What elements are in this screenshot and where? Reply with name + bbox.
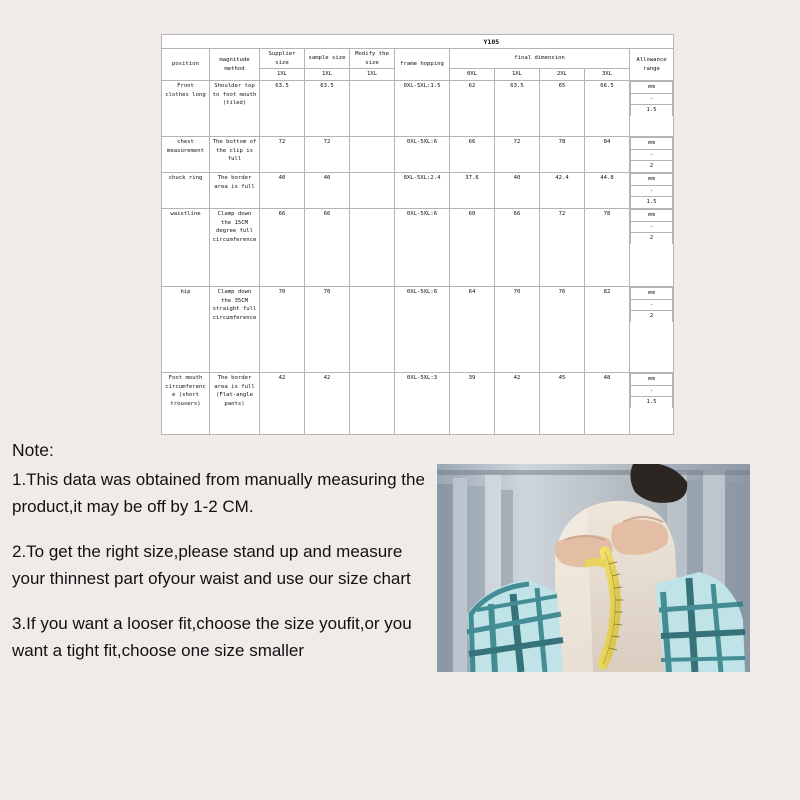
table-row — [162, 209, 674, 287]
allowance-value: 2 — [631, 161, 673, 172]
cell-method: The bottom of the clip is full — [210, 137, 260, 173]
cell-modify-size — [350, 209, 395, 287]
cell-position: Front clothes long — [162, 81, 210, 137]
allowance-value: 1.5 — [631, 105, 673, 116]
subheader-final-1xl: 1XL — [495, 69, 540, 81]
cell-final-3xl: 78 — [585, 209, 630, 287]
cell-final-0xl: 37.6 — [450, 173, 495, 209]
cell-allowance — [630, 209, 674, 287]
cell-sample-size: 40 — [305, 173, 350, 209]
col-header-frame-hopping: frame hopping — [395, 49, 450, 81]
cell-sample-size: 72 — [305, 137, 350, 173]
note-item-3: 3.If you want a looser fit,choose the size youfit,or you want a tight fit,choose one size smaller — [12, 614, 412, 660]
cell-supplier-size: 70 — [260, 287, 305, 373]
allowance-unit: mm — [631, 288, 673, 300]
cell-supplier-size: 72 — [260, 137, 305, 173]
cell-final-0xl: 66 — [450, 137, 495, 173]
cell-final-2xl: 72 — [540, 209, 585, 287]
cell-final-2xl: 42.4 — [540, 173, 585, 209]
cell-frame-hopping: 0XL-5XL:3 — [395, 373, 450, 435]
subheader-final-2xl: 2XL — [540, 69, 585, 81]
cell-frame-hopping: 0XL-5XL:2.4 — [395, 173, 450, 209]
cell-final-1xl: 42 — [495, 373, 540, 435]
subheader-modify-size: 1XL — [350, 69, 395, 81]
col-header-supplier-size: Supplier size — [260, 49, 305, 69]
cell-position: hip — [162, 287, 210, 373]
subheader-supplier-size: 1XL — [260, 69, 305, 81]
cell-method: Clamp down the 15CM degree full circumference — [210, 209, 260, 287]
table-row — [162, 373, 674, 435]
cell-method: The border area is full (Flat-angle pants) — [210, 373, 260, 435]
cell-supplier-size: 42 — [260, 373, 305, 435]
cell-final-1xl: 63.5 — [495, 81, 540, 137]
allowance-unit: mm — [631, 138, 673, 150]
cell-final-3xl: 44.8 — [585, 173, 630, 209]
table-row — [162, 173, 674, 209]
cell-final-0xl: 39 — [450, 373, 495, 435]
cell-modify-size — [350, 137, 395, 173]
cell-final-1xl: 72 — [495, 137, 540, 173]
cell-supplier-size: 63.5 — [260, 81, 305, 137]
cell-allowance — [630, 287, 674, 373]
col-header-sample-size: sample size — [305, 49, 350, 69]
subheader-final-3xl: 3XL — [585, 69, 630, 81]
cell-frame-hopping: 0XL-5XL:6 — [395, 209, 450, 287]
cell-final-2xl: 45 — [540, 373, 585, 435]
cell-final-0xl: 64 — [450, 287, 495, 373]
subheader-sample-size: 1XL — [305, 69, 350, 81]
cell-position: chuck ring — [162, 173, 210, 209]
cell-frame-hopping: 0XL-5XL:6 — [395, 137, 450, 173]
measuring-photo — [437, 464, 750, 672]
allowance-sign: - — [631, 221, 673, 233]
note-item-2: 2.To get the right size,please stand up and measure your thinnest part ofyour waist and use our size chart — [12, 542, 411, 588]
table-header-row-1 — [162, 49, 674, 69]
allowance-value: 1.5 — [631, 197, 673, 208]
cell-final-1xl: 70 — [495, 287, 540, 373]
allowance-sign: - — [631, 299, 673, 311]
allowance-value: 2 — [631, 311, 673, 322]
cell-allowance — [630, 81, 674, 137]
cell-final-3xl: 84 — [585, 137, 630, 173]
col-header-method: magnitude method — [210, 49, 260, 81]
cell-allowance — [630, 373, 674, 435]
allowance-sign: - — [631, 385, 673, 397]
cell-frame-hopping: 0XL-5XL:1.5 — [395, 81, 450, 137]
cell-method: Shoulder top to foot mouth (tiled) — [210, 81, 260, 137]
cell-position: Foot mouth circumference (short trousers) — [162, 373, 210, 435]
cell-final-3xl: 48 — [585, 373, 630, 435]
cell-position: waistline — [162, 209, 210, 287]
allowance-sign: - — [631, 149, 673, 161]
cell-final-3xl: 82 — [585, 287, 630, 373]
cell-final-2xl: 78 — [540, 137, 585, 173]
cell-allowance — [630, 173, 674, 209]
cell-method: Clamp down the 35CM straight full circumference — [210, 287, 260, 373]
cell-supplier-size: 40 — [260, 173, 305, 209]
cell-final-0xl: 60 — [450, 209, 495, 287]
cell-modify-size — [350, 287, 395, 373]
allowance-unit: mm — [631, 82, 673, 94]
allowance-unit: mm — [631, 174, 673, 186]
cell-supplier-size: 66 — [260, 209, 305, 287]
col-header-position: position — [162, 49, 210, 81]
chart-title: Y105 — [450, 35, 674, 49]
allowance-unit: mm — [631, 210, 673, 222]
cell-final-0xl: 62 — [450, 81, 495, 137]
cell-final-1xl: 40 — [495, 173, 540, 209]
cell-allowance — [630, 137, 674, 173]
cell-final-1xl: 66 — [495, 209, 540, 287]
cell-method: The border area is full — [210, 173, 260, 209]
notes-section — [12, 437, 432, 682]
allowance-unit: mm — [631, 374, 673, 386]
col-header-modify-size: Modify the size — [350, 49, 395, 69]
table-row — [162, 287, 674, 373]
cell-modify-size — [350, 81, 395, 137]
cell-sample-size: 42 — [305, 373, 350, 435]
measuring-photo-illustration — [437, 464, 750, 672]
cell-final-2xl: 65 — [540, 81, 585, 137]
table-title-row — [162, 35, 674, 49]
note-item-1: 1.This data was obtained from manually measuring the product,it may be off by 1-2 CM. — [12, 470, 425, 516]
size-chart-table — [161, 34, 674, 435]
col-header-allowance-range: Allowance range — [630, 49, 674, 81]
allowance-value: 1.5 — [631, 397, 673, 408]
size-chart-container — [161, 34, 673, 435]
cell-modify-size — [350, 373, 395, 435]
table-row — [162, 81, 674, 137]
cell-sample-size: 63.5 — [305, 81, 350, 137]
col-header-final-dimension: final dimension — [450, 49, 630, 69]
allowance-sign: - — [631, 185, 673, 197]
allowance-value: 2 — [631, 233, 673, 244]
cell-final-2xl: 76 — [540, 287, 585, 373]
cell-final-3xl: 66.5 — [585, 81, 630, 137]
cell-modify-size — [350, 173, 395, 209]
cell-position: chest measurement — [162, 137, 210, 173]
cell-sample-size: 66 — [305, 209, 350, 287]
notes-title: Note: — [12, 440, 54, 460]
allowance-sign: - — [631, 93, 673, 105]
cell-sample-size: 70 — [305, 287, 350, 373]
cell-frame-hopping: 0XL-5XL:6 — [395, 287, 450, 373]
table-row — [162, 137, 674, 173]
subheader-final-0xl: 0XL — [450, 69, 495, 81]
